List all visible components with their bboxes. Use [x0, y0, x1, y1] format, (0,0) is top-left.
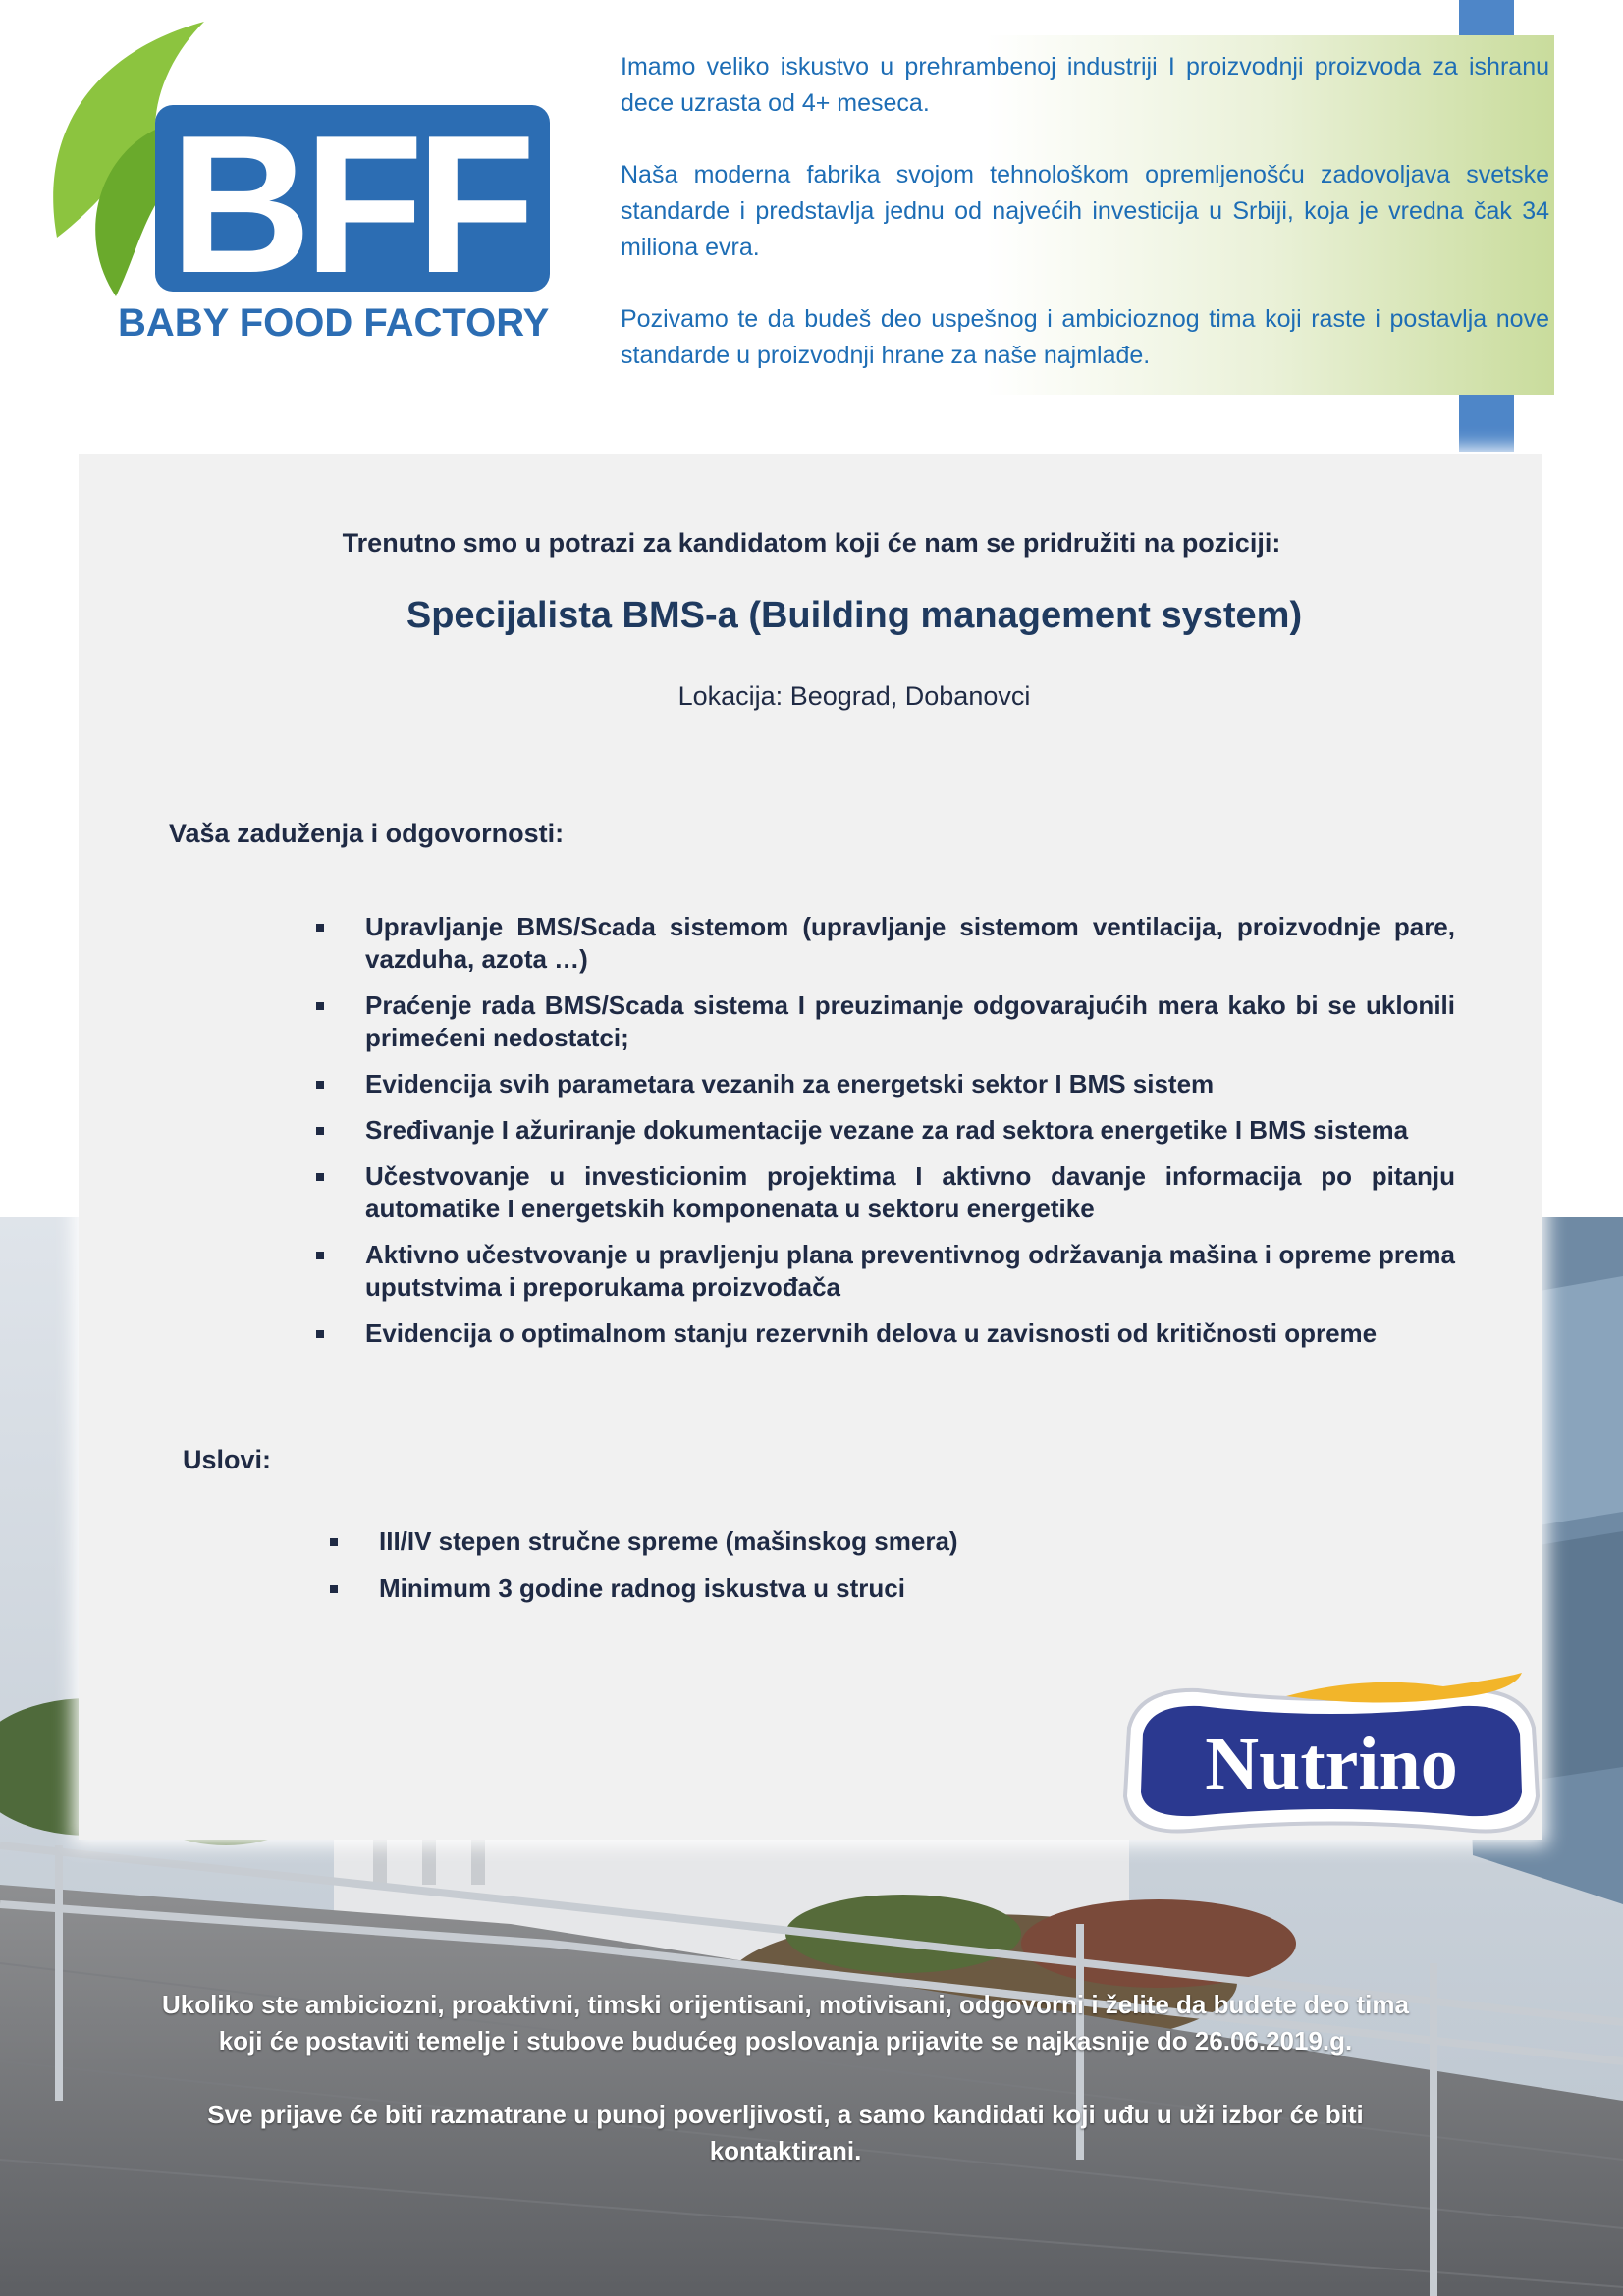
job-title: Specijalista BMS-a (Building management system): [406, 595, 1303, 636]
list-item: Minimum 3 godine radnog iskustva u struci: [330, 1573, 1214, 1605]
list-item: Učestvovanje u investicionim projektima I aktivno davanje informacija po pitanju automatike I energetskih komponenata u sektoru energetike: [316, 1160, 1455, 1225]
bff-monogram: BFF: [170, 95, 528, 314]
footer-paragraph: Ukoliko ste ambiciozni, proaktivni, timski orijentisani, motivisani, odgovorni i želite da budete deo tima koji će postaviti temelje i stubove budućeg poslovanja prijavite se najkasnije do 26.06.2019.g.: [162, 1990, 1409, 2056]
list-item: Sređivanje I ažuriranje dokumentacije vezane za rad sektora energetike I BMS sistema: [316, 1114, 1455, 1147]
job-location: Lokacija: Beograd, Dobanovci: [677, 681, 1031, 711]
intro-paragraph: Pozivamo te da budeš deo uspešnog i ambicioznog tima koji raste i postavlja nove standarde u proizvodnji hrane za naše najmlađe.: [621, 305, 1549, 369]
list-item: Upravljanje BMS/Scada sistemom (upravljanje sistemom ventilacija, proizvodnje pare, vazduha, azota …): [316, 911, 1455, 976]
conditions-list: [330, 1525, 1214, 1620]
intro-paragraph: Naša moderna fabrika svojom tehnološkom opremljenošću zadovoljava svetske standarde i predstavlja jednu od najvećih investicija u Srbiji, koja je vredna čak 34 miliona evra.: [621, 161, 1549, 261]
job-intro: Trenutno smo u potrazi za kandidatom koji će nam se pridružiti na poziciji:: [342, 528, 1281, 558]
application-note: [147, 1987, 1424, 2207]
decorative-strip: [1459, 0, 1514, 35]
responsibilities-list: [316, 911, 1455, 1363]
list-item: Evidencija o optimalnom stanju rezervnih delova u zavisnosti od kritičnosti opreme: [316, 1317, 1455, 1350]
list-item: III/IV stepen stručne spreme (mašinskog smera): [330, 1525, 1214, 1558]
bff-logo: [37, 12, 568, 346]
nutrino-logo: [1109, 1669, 1553, 1847]
list-item: Evidencija svih parametara vezanih za energetski sektor I BMS sistem: [316, 1068, 1455, 1100]
list-item: Aktivno učestvovanje u pravljenju plana preventivnog održavanja mašina i opreme prema uputstvima i preporukama proizvođača: [316, 1239, 1455, 1304]
footer-paragraph: Sve prijave će biti razmatrane u punoj poverljivosti, a samo kandidati koji uđu u uži izbor će biti kontaktirani.: [207, 2100, 1364, 2165]
intro-paragraph: Imamo veliko iskustvo u prehrambenoj industriji I proizvodnji proizvoda za ishranu dece uzrasta od 4+ meseca.: [621, 53, 1549, 117]
conditions-heading: Uslovi:: [183, 1445, 272, 1474]
nutrino-wordmark: Nutrino: [1205, 1723, 1458, 1805]
responsibilities-heading: Vaša zaduženja i odgovornosti:: [169, 819, 565, 848]
list-item: Praćenje rada BMS/Scada sistema I preuzimanje odgovarajućih mera kako bi se uklonili primećeni nedostatci;: [316, 989, 1455, 1054]
company-intro: [621, 49, 1549, 409]
bff-wordmark: BABY FOOD FACTORY: [118, 301, 550, 345]
